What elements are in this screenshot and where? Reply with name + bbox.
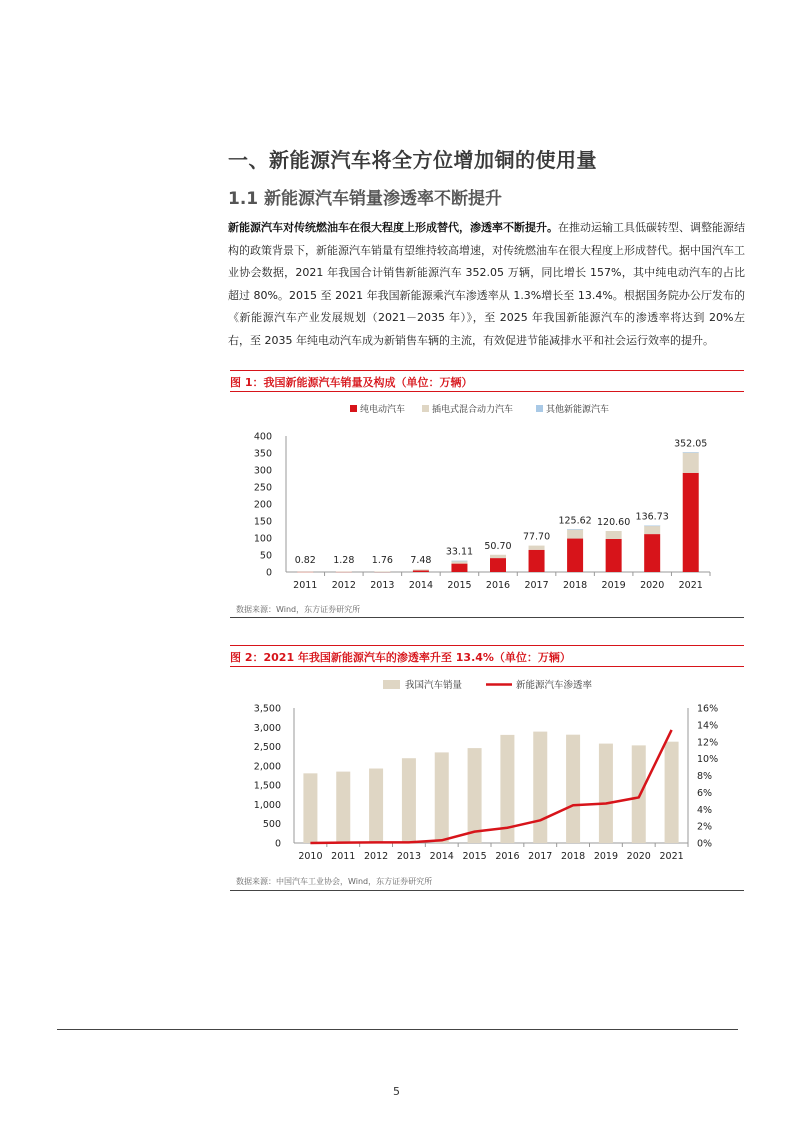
x1-tick-label: 2021 xyxy=(678,580,703,591)
y1-tick-label: 100 xyxy=(253,533,272,545)
bar1-total-label: 352.05 xyxy=(674,438,708,450)
bar1-total-label: 50.70 xyxy=(484,540,512,552)
bar1-total-label: 136.73 xyxy=(635,511,669,523)
y2-right-tick-label: 16% xyxy=(697,703,719,715)
y2-left-tick-label: 0 xyxy=(274,838,281,850)
y2-right-tick-label: 6% xyxy=(697,787,713,799)
x1-tick-label: 2013 xyxy=(370,580,395,591)
y2-right-tick-label: 0% xyxy=(697,838,713,850)
x1-tick-label: 2020 xyxy=(640,580,665,591)
y2-right-tick-label: 10% xyxy=(697,754,719,766)
bar2-sales xyxy=(566,735,580,843)
x2-tick-label: 2013 xyxy=(396,851,422,862)
x1-tick-label: 2014 xyxy=(408,580,434,591)
x2-tick-label: 2018 xyxy=(560,851,586,862)
x2-tick-label: 2017 xyxy=(528,851,553,862)
y1-tick-label: 350 xyxy=(253,448,272,460)
bar2-sales xyxy=(533,732,547,843)
figure2-bottom-rule xyxy=(230,890,744,891)
y2-right-tick-label: 2% xyxy=(697,821,713,833)
x2-tick-label: 2021 xyxy=(659,851,684,862)
bar1-total-label: 125.62 xyxy=(558,515,592,527)
y1-tick-label: 50 xyxy=(259,550,272,562)
x1-tick-label: 2017 xyxy=(524,580,549,591)
bar2-sales xyxy=(435,752,449,843)
x2-tick-label: 2015 xyxy=(462,851,487,862)
y2-left-tick-label: 2,500 xyxy=(253,742,281,754)
bar1-total-label: 7.48 xyxy=(410,555,432,566)
y2-left-tick-label: 3,000 xyxy=(253,722,281,734)
bar2-sales xyxy=(336,772,350,843)
subsection-heading: 1.1 新能源汽车销量渗透率不断提升 xyxy=(228,189,503,209)
y2-left-tick-label: 1,500 xyxy=(253,780,281,792)
x2-tick-label: 2016 xyxy=(495,851,520,862)
legend2-bar-swatch xyxy=(383,680,400,689)
x1-tick-label: 2019 xyxy=(601,580,626,591)
y1-tick-label: 250 xyxy=(253,482,272,494)
line2-penetration xyxy=(310,730,671,843)
bar2-sales xyxy=(665,742,679,843)
bar2-sales xyxy=(599,744,613,843)
bar1-total-label: 77.70 xyxy=(522,531,551,543)
legend1-label-2: 其他新能源汽车 xyxy=(546,405,610,415)
bar1-total-label: 120.60 xyxy=(597,516,631,528)
y2-right-tick-label: 8% xyxy=(697,771,713,782)
x1-tick-label: 2011 xyxy=(293,580,318,591)
paragraph-text: 在推动运输工具低碳转型、调整能源结构的政策背景下，新能源汽车销量有望维持较高增速，对传统燃油车在很大程度上形成替代。据中国汽车工业协会数据，2021 年我国合计销售新能源汽车 352.05 万辆，同比增长 157%，其中纯电动汽车的占比超过 80%。2015 至 2021 年我国新能源乘汽车渗透率从 1.3%增长至 13.4%。根据国务院办公厅发布的《新能源汽车产业发展规划（2021－2035 年）》，至 2025 年我国新能源汽车的渗透率将达到 20%左右，至 2035 年纯电动汽车成为新销售车辆的主流，有效促进节能减排水平和社会运行效率的提升。 xyxy=(228,221,745,347)
y1-tick-label: 150 xyxy=(253,516,272,528)
figure2-source: 数据来源：中国汽车工业协会，Wind，东方证券研究所 xyxy=(236,877,433,886)
y1-tick-label: 400 xyxy=(253,431,272,443)
bar2-sales xyxy=(468,748,482,843)
bar1-total-label: 1.28 xyxy=(333,555,355,566)
x1-tick-label: 2016 xyxy=(485,580,511,591)
y2-left-tick-label: 3,500 xyxy=(253,703,281,715)
x2-tick-label: 2010 xyxy=(298,851,323,862)
y1-tick-label: 300 xyxy=(253,465,272,477)
x1-tick-label: 2012 xyxy=(331,580,356,591)
figure2-title: 图 2：2021 年我国新能源汽车的渗透率升至 13.4%（单位：万辆） xyxy=(230,651,571,664)
x2-tick-label: 2020 xyxy=(626,851,651,862)
x2-tick-label: 2019 xyxy=(593,851,619,862)
legend1-label-1: 插电式混合动力汽车 xyxy=(432,405,514,415)
bar1-total-label: 1.76 xyxy=(371,555,393,566)
x2-tick-label: 2014 xyxy=(429,851,454,862)
x1-tick-label: 2018 xyxy=(562,580,588,591)
x2-tick-label: 2012 xyxy=(363,851,389,862)
section-heading: 一、新能源汽车将全方位增加铜的使用量 xyxy=(228,148,597,172)
y2-left-tick-label: 500 xyxy=(262,819,281,831)
bar1-total-label: 0.82 xyxy=(294,555,316,566)
figure1-title: 图 1：我国新能源汽车销量及构成（单位：万辆） xyxy=(230,376,473,389)
legend1-label-0: 纯电动汽车 xyxy=(360,405,406,415)
page-number: 5 xyxy=(393,1085,400,1098)
y2-right-tick-label: 12% xyxy=(697,737,719,749)
legend2-bar-label: 我国汽车销量 xyxy=(405,680,463,691)
y2-right-tick-label: 4% xyxy=(697,804,713,816)
bar2-sales xyxy=(369,769,383,843)
y2-left-tick-label: 1,000 xyxy=(253,799,281,811)
figure1-source: 数据来源：Wind，东方证券研究所 xyxy=(236,605,361,614)
y1-tick-label: 200 xyxy=(253,499,272,511)
bar2-sales xyxy=(402,758,416,843)
x1-tick-label: 2015 xyxy=(447,580,472,591)
y2-right-tick-label: 14% xyxy=(697,720,719,732)
paragraph-lead: 新能源汽车对传统燃油车在很大程度上形成替代，渗透率不断提升。 xyxy=(228,221,558,234)
bar2-sales xyxy=(632,745,646,843)
x2-tick-label: 2011 xyxy=(331,851,356,862)
bar2-sales xyxy=(303,773,317,843)
legend2-line-label: 新能源汽车渗透率 xyxy=(516,680,593,691)
footer-rule xyxy=(57,1029,738,1030)
y2-left-tick-label: 2,000 xyxy=(253,761,281,773)
bar1-total-label: 33.11 xyxy=(445,546,474,558)
y1-tick-label: 0 xyxy=(265,567,272,579)
